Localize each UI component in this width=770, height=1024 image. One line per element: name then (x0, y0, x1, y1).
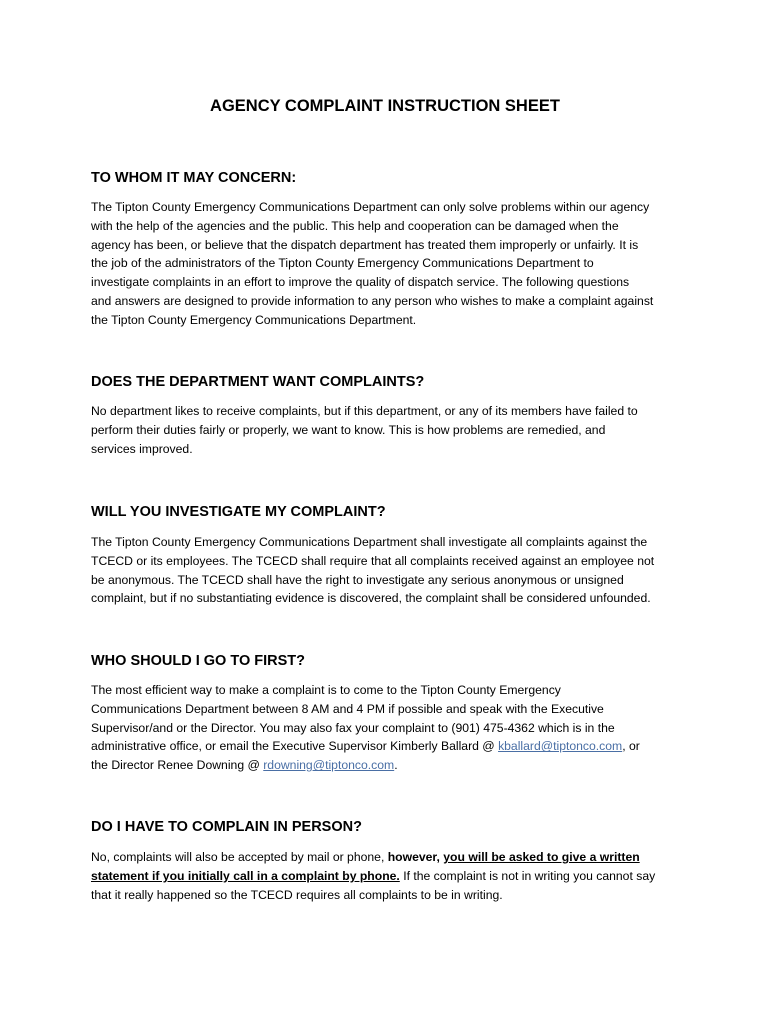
line-text: , or (622, 739, 640, 754)
paragraph-line: agency has been, or believe that the dispatch department has treated them improperly or unfairly. It is (91, 237, 639, 252)
paragraph-line (91, 848, 655, 867)
paragraph-line: The most efficient way to make a complaint is to come to the Tipton County Emergency (91, 683, 561, 697)
section-body-who-first (91, 681, 640, 775)
paragraph-line: with the help of the agencies and the public. This help and cooperation can be damaged when the (91, 218, 619, 233)
paragraph-line: No department likes to receive complaints, but if this department, or any of its members have failed to (91, 404, 638, 418)
paragraph-line: and answers are designed to provide information to any person who wishes to make a complaint against (91, 293, 654, 308)
line-text: administrative office, or email the Executive Supervisor Kimberly Ballard @ (91, 739, 499, 754)
paragraph-line: perform their duties fairly or properly, we want to know. This is how problems are remedied, and (91, 422, 606, 437)
section-heading-investigate: WILL YOU INVESTIGATE MY COMPLAINT? (91, 504, 386, 520)
section-body-in-person (91, 848, 655, 904)
paragraph-line (91, 867, 655, 886)
paragraph-line: Supervisor/and or the Director. You may also fax your complaint to (901) 475-4362 which is in the (91, 720, 615, 735)
paragraph-line-with-email (91, 737, 640, 756)
email-link-rdowning[interactable]: rdowning@tiptonco.com (263, 758, 395, 773)
section-heading-who-first: WHO SHOULD I GO TO FIRST? (91, 653, 306, 669)
paragraph-line: be anonymous. The TCECD shall have the right to investigate any serious anonymous or unsigned (91, 572, 624, 587)
emphasis-underlined-text: you will be asked to give a written (443, 850, 640, 864)
paragraph-line: the job of the administrators of the Tipton County Emergency Communications Department to (91, 256, 594, 271)
paragraph-line: Communications Department between 8 AM and 4 PM if possible and speak with the Executive (91, 701, 604, 716)
section-body-investigate (91, 533, 654, 608)
paragraph-line: that it really happened so the TCECD requires all complaints to be in writing. (91, 887, 503, 902)
paragraph-line: complaint, but if no substantiating evidence is discovered, the complaint shall be considered unfounded. (91, 591, 651, 606)
paragraph-line: The Tipton County Emergency Communications Department shall investigate all complaints against the (91, 535, 648, 549)
section-body-to-whom (91, 198, 653, 330)
paragraph-line: investigate complaints in an effort to improve the quality of dispatch service. The following questions (91, 275, 630, 290)
paragraph-line-with-email (91, 756, 640, 775)
section-heading-to-whom: TO WHOM IT MAY CONCERN: (91, 170, 297, 186)
paragraph-line: The Tipton County Emergency Communications Department can only solve problems within our agency (91, 200, 650, 214)
paragraph-line: services improved. (91, 441, 193, 456)
emphasis-text: however, (387, 850, 440, 864)
paragraph-line: the Tipton County Emergency Communications Department. (91, 312, 417, 327)
section-heading-in-person: DO I HAVE TO COMPLAIN IN PERSON? (91, 819, 362, 835)
paragraph-line: TCECD or its employees. The TCECD shall require that all complaints received against an employee not (91, 553, 655, 568)
section-heading-want-complaints: DOES THE DEPARTMENT WANT COMPLAINTS? (91, 374, 425, 390)
line-text: If the complaint is not in writing you cannot say (399, 868, 656, 883)
line-text: . (394, 758, 398, 773)
section-body-want-complaints (91, 402, 638, 458)
line-text: No, complaints will also be accepted by mail or phone, (91, 850, 388, 864)
line-text: the Director Renee Downing @ (91, 758, 264, 773)
email-link-kballard[interactable]: kballard@tiptonco.com (498, 739, 623, 754)
emphasis-underlined-text: statement if you initially call in a complaint by phone. (91, 868, 400, 883)
document-title: AGENCY COMPLAINT INSTRUCTION SHEET (210, 97, 560, 115)
